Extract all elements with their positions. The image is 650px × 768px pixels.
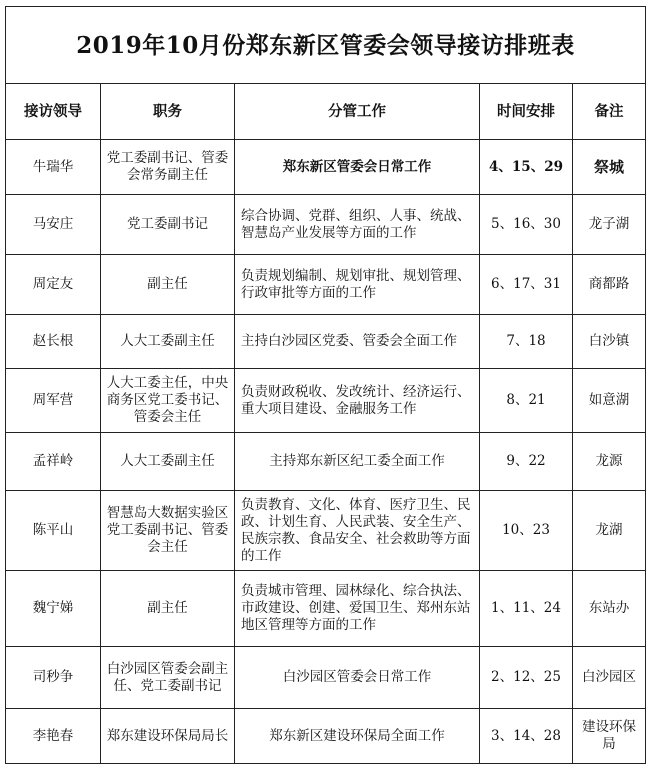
- leader-name: 周定友: [6, 255, 101, 315]
- table-row: [6, 369, 646, 433]
- header-row: [6, 84, 646, 140]
- leader-name: 牛瑞华: [6, 140, 101, 195]
- table-row: [6, 709, 646, 764]
- table-row: [6, 255, 646, 315]
- leader-name: 魏宁娣: [6, 571, 101, 647]
- leader-name: 李艳春: [6, 709, 101, 764]
- leader-schedule: 3、14、28: [480, 709, 573, 764]
- leader-duties: 主持白沙园区党委、管委会全面工作: [235, 315, 480, 369]
- table-row: [6, 195, 646, 255]
- header-duties: 分管工作: [235, 84, 480, 140]
- leader-duties: 综合协调、党群、组织、人事、统战、智慧岛产业发展等方面的工作: [235, 195, 480, 255]
- schedule-table: [5, 6, 646, 764]
- header-position: 职务: [101, 84, 235, 140]
- leader-schedule: 2、12、25: [480, 647, 573, 709]
- leader-note: 龙子湖: [573, 195, 646, 255]
- leader-note: 白沙镇: [573, 315, 646, 369]
- leader-name: 马安庄: [6, 195, 101, 255]
- table-row: [6, 491, 646, 571]
- leader-name: 孟祥岭: [6, 433, 101, 491]
- leader-name: 赵长根: [6, 315, 101, 369]
- leader-note: 龙湖: [573, 491, 646, 571]
- leader-schedule: 1、11、24: [480, 571, 573, 647]
- leader-position: 副主任: [101, 255, 235, 315]
- header-schedule: 时间安排: [480, 84, 573, 140]
- leader-position: 人大工委副主任: [101, 433, 235, 491]
- leader-duties: 郑东新区管委会日常工作: [235, 140, 480, 195]
- leader-schedule: 8、21: [480, 369, 573, 433]
- leader-name: 陈平山: [6, 491, 101, 571]
- leader-schedule: 5、16、30: [480, 195, 573, 255]
- table-row: [6, 647, 646, 709]
- leader-position: 人大工委主任，中央商务区党工委书记、管委会主任: [101, 369, 235, 433]
- leader-position: 白沙园区管委会副主任、党工委副书记: [101, 647, 235, 709]
- leader-note: 建设环保局: [573, 709, 646, 764]
- leader-position: 郑东建设环保局局长: [101, 709, 235, 764]
- leader-duties: 主持郑东新区纪工委全面工作: [235, 433, 480, 491]
- leader-position: 人大工委副主任: [101, 315, 235, 369]
- table-row: [6, 571, 646, 647]
- table-row: [6, 140, 646, 195]
- leader-note: 白沙园区: [573, 647, 646, 709]
- leader-note: 龙源: [573, 433, 646, 491]
- leader-schedule: 4、15、29: [480, 140, 573, 195]
- header-leader: 接访领导: [6, 84, 101, 140]
- leader-position: 党工委副书记、管委会常务副主任: [101, 140, 235, 195]
- leader-duties: 郑东新区建设环保局全面工作: [235, 709, 480, 764]
- table-title: 2019年10月份郑东新区管委会领导接访排班表: [6, 7, 646, 84]
- table-row: [6, 315, 646, 369]
- leader-duties: 白沙园区管委会日常工作: [235, 647, 480, 709]
- header-note: 备注: [573, 84, 646, 140]
- leader-note: 祭城: [573, 140, 646, 195]
- leader-name: 周军营: [6, 369, 101, 433]
- leader-schedule: 6、17、31: [480, 255, 573, 315]
- leader-duties: 负责城市管理、园林绿化、综合执法、市政建设、创建、爱国卫生、郑州东站地区管理等方面的工作: [235, 571, 480, 647]
- leader-name: 司秒争: [6, 647, 101, 709]
- schedule-sheet: [5, 6, 645, 764]
- leader-note: 商都路: [573, 255, 646, 315]
- leader-position: 党工委副书记: [101, 195, 235, 255]
- leader-schedule: 10、23: [480, 491, 573, 571]
- leader-duties: 负责财政税收、发改统计、经济运行、重大项目建设、金融服务工作: [235, 369, 480, 433]
- table-row: [6, 433, 646, 491]
- leader-note: 东站办: [573, 571, 646, 647]
- leader-duties: 负责规划编制、规划审批、规划管理、行政审批等方面的工作: [235, 255, 480, 315]
- leader-schedule: 7、18: [480, 315, 573, 369]
- leader-note: 如意湖: [573, 369, 646, 433]
- leader-schedule: 9、22: [480, 433, 573, 491]
- leader-position: 副主任: [101, 571, 235, 647]
- leader-duties: 负责教育、文化、体育、医疗卫生、民政、计划生育、人民武装、安全生产、民族宗教、食品安全、社会救助等方面的工作: [235, 491, 480, 571]
- leader-position: 智慧岛大数据实验区党工委副书记、管委会主任: [101, 491, 235, 571]
